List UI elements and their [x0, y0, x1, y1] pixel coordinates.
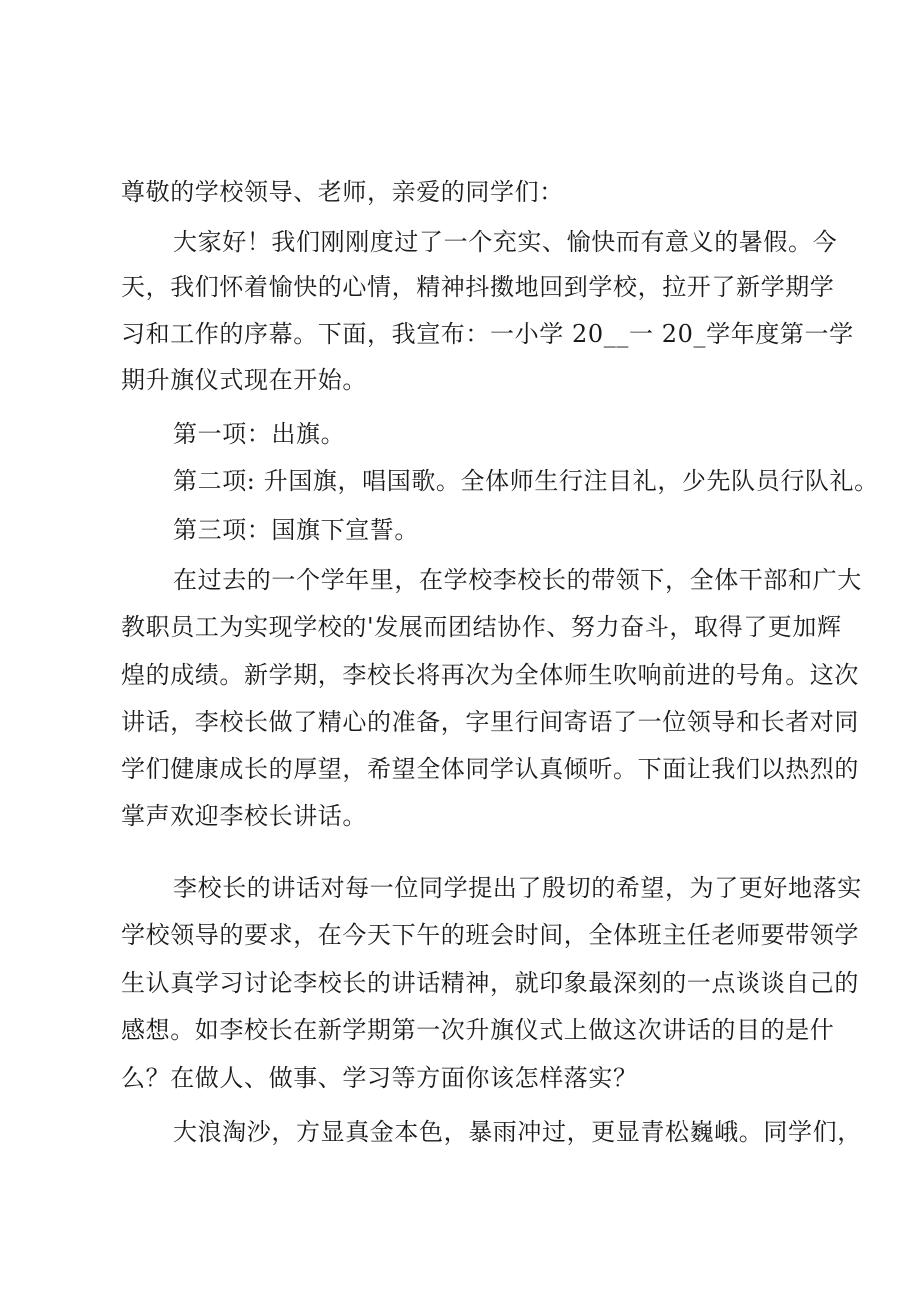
paragraph-line: 期升旗仪式现在开始。 [121, 366, 367, 394]
paragraph-line: 李校长的讲话对每一位同学提出了殷切的希望，为了更好地落实 [173, 874, 862, 902]
paragraph-line: 讲话，李校长做了精心的准备，字里行间寄语了一位领导和长者对同 [121, 708, 859, 736]
paragraph-line: 学校领导的要求，在今天下午的班会时间，全体班主任老师要带领学 [121, 921, 859, 949]
paragraph-line: 生认真学习讨论李校长的讲话精神，就印象最深刻的一点谈谈自己的 [121, 969, 859, 997]
paragraph-line: 么？在做人、做事、学习等方面你该怎样落实？ [121, 1064, 638, 1092]
paragraph-line: 掌声欢迎李校长讲话。 [121, 802, 367, 830]
paragraph-line: 煌的成绩。新学期，李校长将再次为全体师生吹响前进的号角。这次 [121, 661, 859, 689]
agenda-item-3: 第三项：国旗下宣誓。 [173, 516, 419, 544]
paragraph-line: 天，我们怀着愉快的心情，精神抖擞地回到学校，拉开了新学期学 [121, 273, 835, 301]
salutation-line: 尊敬的学校领导、老师，亲爱的同学们： [121, 178, 564, 206]
paragraph-line: 学们健康成长的厚望，希望全体同学认真倾听。下面让我们以热烈的 [121, 755, 859, 783]
paragraph-line: 感想。如李校长在新学期第一次升旗仪式上做这次讲话的目的是什 [121, 1016, 835, 1044]
agenda-item-2: 第二项: 升国旗，唱国歌。全体师生行注目礼，少先队员行队礼。 [173, 467, 879, 495]
paragraph-line: 习和工作的序幕。下面，我宣布：一小学 20__一 20_学年度第一学 [121, 320, 854, 348]
agenda-item-1: 第一项：出旗。 [173, 420, 346, 448]
paragraph-line: 教职员工为实现学校的'发展而团结协作、努力奋斗，取得了更加辉 [121, 613, 842, 641]
paragraph-line: 大家好！我们刚刚度过了一个充实、愉快而有意义的暑假。今 [173, 228, 838, 256]
paragraph-line: 大浪淘沙，方显真金本色，暴雨冲过，更显青松巍峨。同学们， [173, 1118, 862, 1146]
paragraph-line: 在过去的一个学年里，在学校李校长的带领下，全体干部和广大 [173, 566, 862, 594]
